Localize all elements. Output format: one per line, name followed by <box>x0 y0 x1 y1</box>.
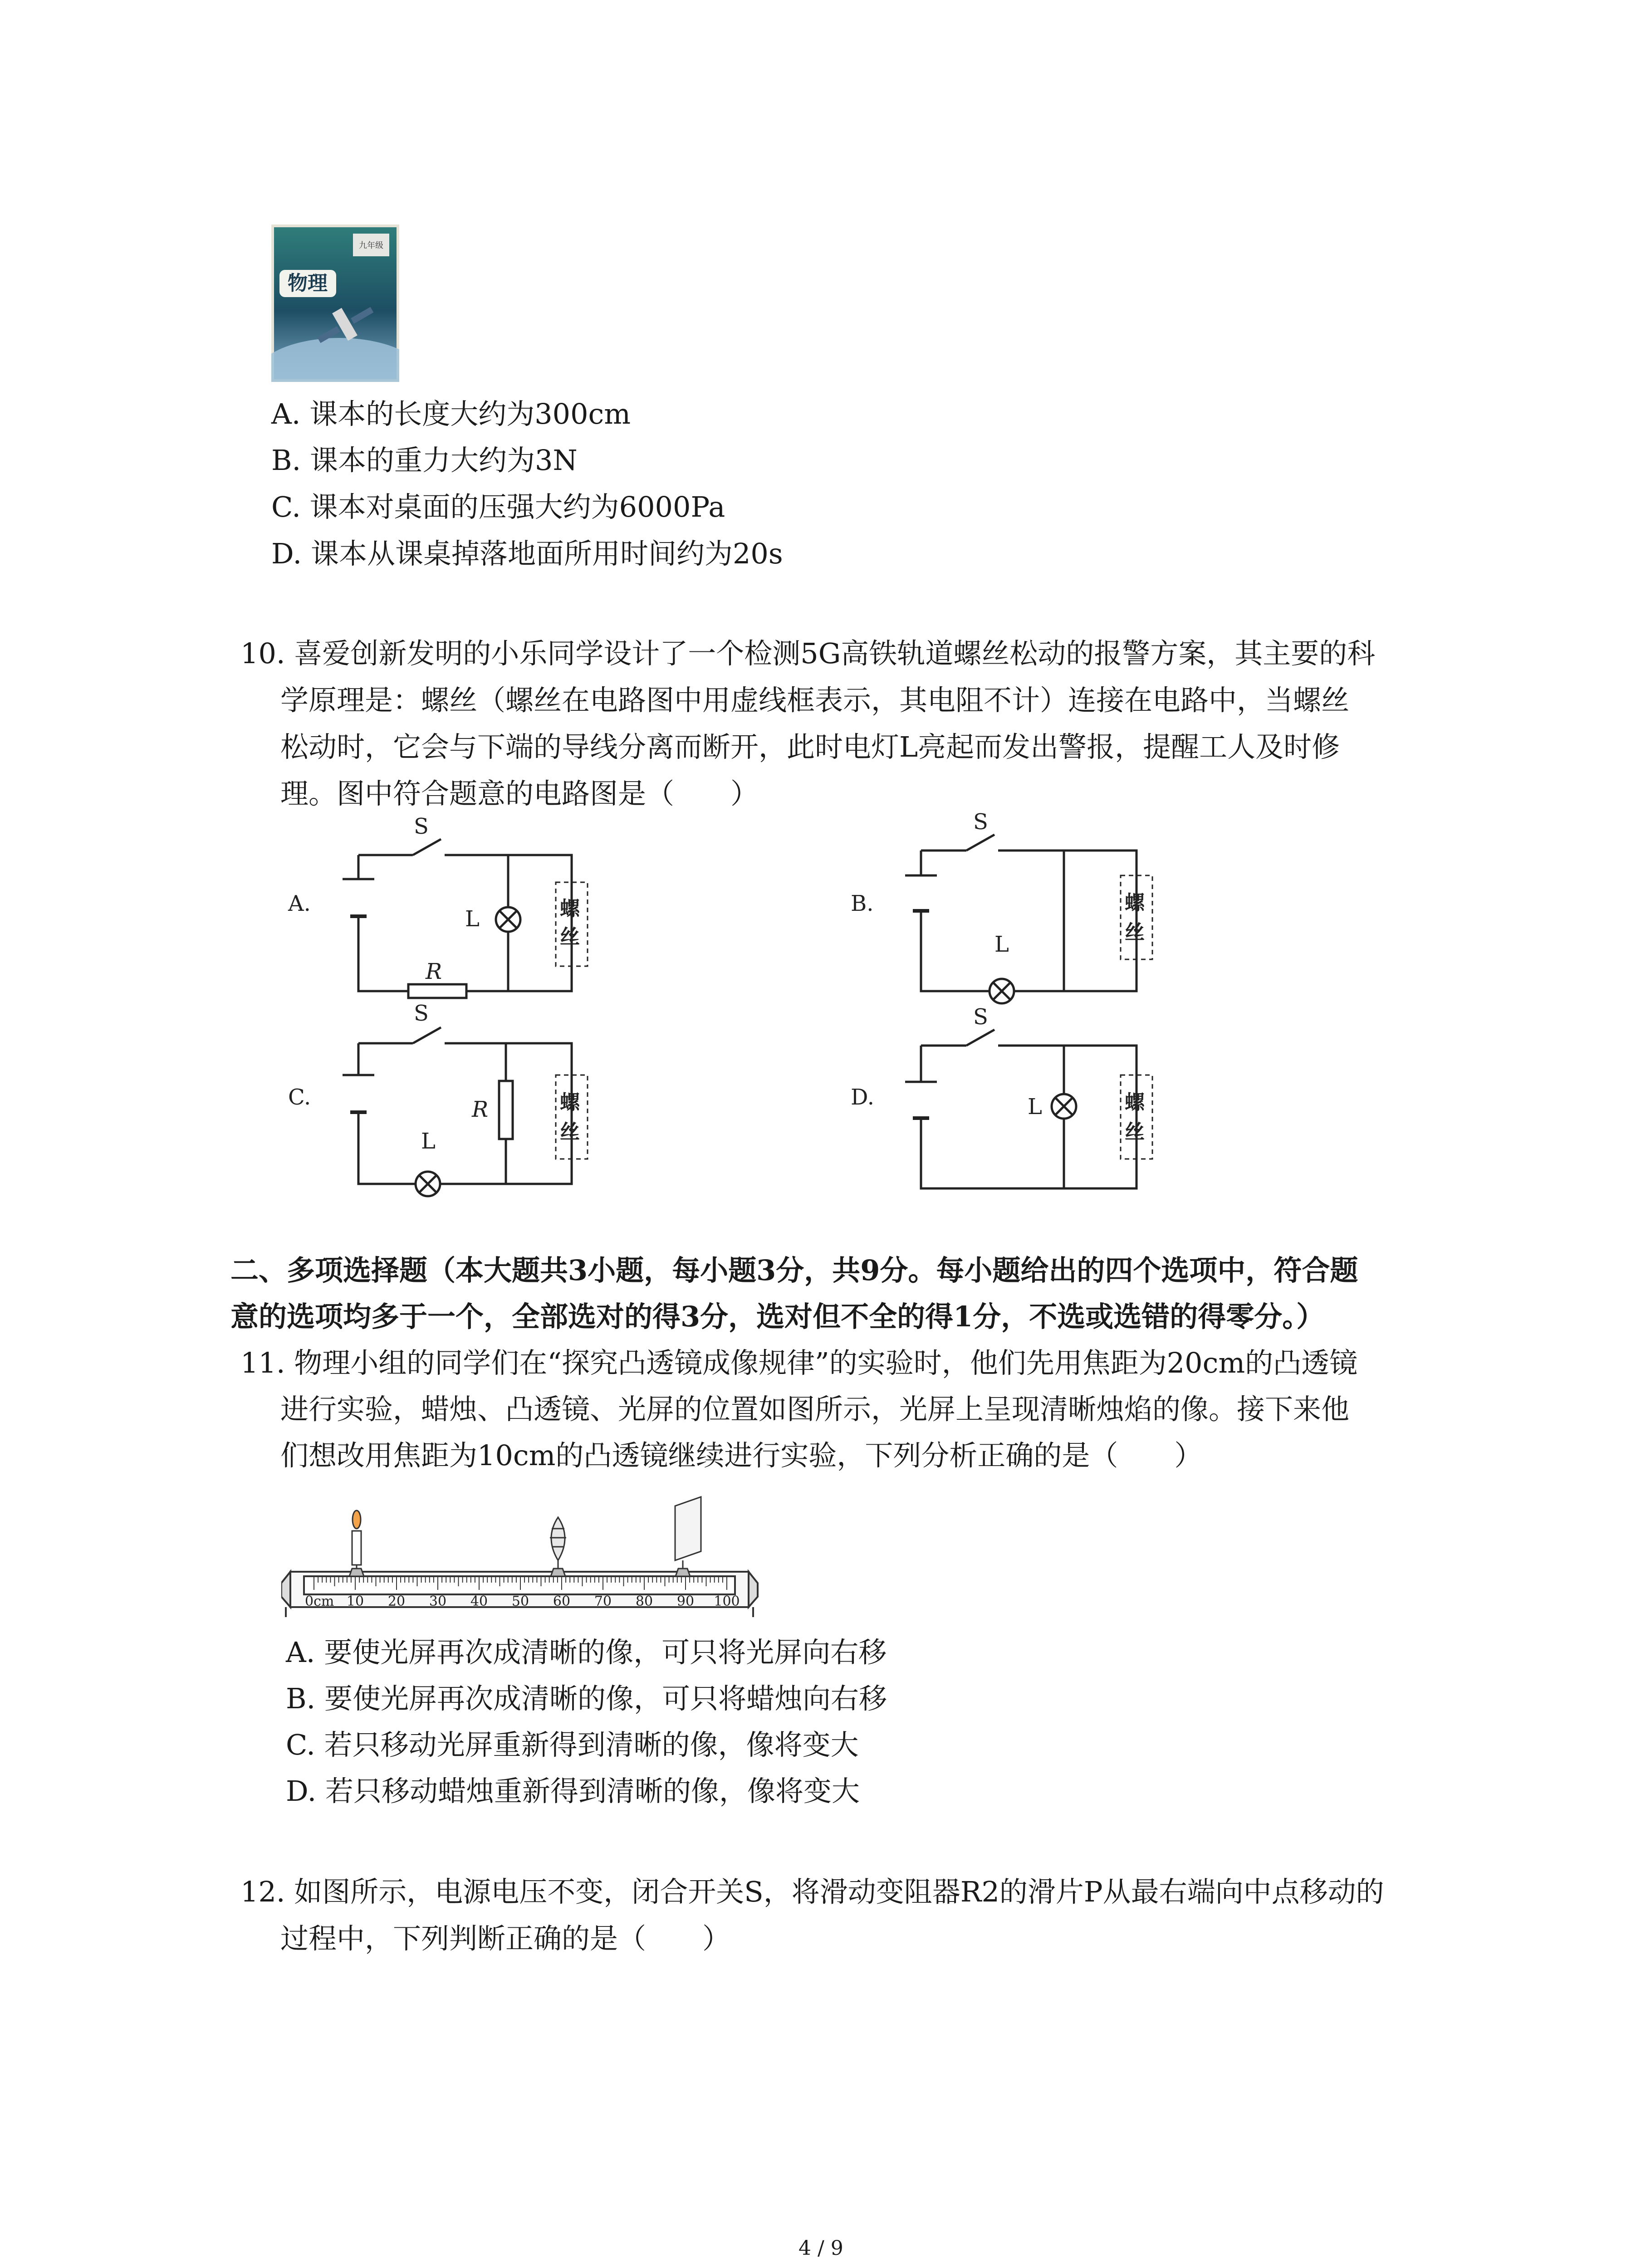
textbook-cover-image <box>271 225 399 382</box>
q11-line-3: 们想改用焦距为10cm的凸透镜继续进行实验，下列分析正确的是（ ） <box>280 1439 1203 1472</box>
optical-bench-diagram <box>281 1492 762 1628</box>
circuit-a-screw-2: 丝 <box>560 925 580 948</box>
circuit-d-screw-1: 螺 <box>1125 1091 1145 1114</box>
circuit-d-s: S <box>973 1004 988 1030</box>
q12-line-2: 过程中，下列判断正确的是（ ） <box>280 1922 731 1955</box>
q9-option-b: B. 课本的重力大约为3N <box>271 444 578 477</box>
q10-line-4: 理。图中符合题意的电路图是（ ） <box>280 777 759 810</box>
bench-label: 50 <box>511 1593 529 1609</box>
convex-lens <box>550 1517 566 1576</box>
q9-option-d: D. 课本从课桌掉落地面所用时间约为20s <box>271 537 783 570</box>
q11-line-1: 11. 物理小组的同学们在“探究凸透镜成像规律”的实验时，他们先用焦距为20cm的凸透镜 <box>240 1346 1358 1379</box>
cover-title: 物理 <box>288 272 328 295</box>
circuit-b-s: S <box>973 809 988 835</box>
q12-line-1: 12. 如图所示，电源电压不变，闭合开关S，将滑动变阻器R2的滑片P从最右端向中点移动的 <box>240 1875 1384 1908</box>
circuit-a-screw-1: 螺 <box>560 897 580 920</box>
q11-option-b: B. 要使光屏再次成清晰的像，可只将蜡烛向右移 <box>286 1682 887 1715</box>
circuit-c-s: S <box>414 1001 429 1026</box>
bench-label: 0cm <box>305 1593 334 1609</box>
bench-label: 100 <box>714 1593 740 1609</box>
circuit-a-s: S <box>414 814 429 839</box>
q9-option-a: A. 课本的长度大约为300cm <box>271 397 631 430</box>
circuit-b-screw-1: 螺 <box>1125 891 1145 914</box>
bench-label: 10 <box>346 1593 364 1609</box>
bench-label: 90 <box>676 1593 695 1609</box>
q11-option-c: C. 若只移动光屏重新得到清晰的像，像将变大 <box>286 1728 859 1761</box>
circuit-c-screw-1: 螺 <box>560 1091 580 1114</box>
circuit-c-r: R <box>472 1097 489 1122</box>
q11-option-d: D. 若只移动蜡烛重新得到清晰的像，像将变大 <box>286 1774 860 1808</box>
q10-circuit-diagrams <box>272 807 1225 1216</box>
bench-label: 80 <box>635 1593 653 1609</box>
circuit-c-l: L <box>421 1129 436 1154</box>
candle <box>349 1510 364 1576</box>
circuit-a-l: L <box>465 906 480 932</box>
section-2-heading-line-1: 二、多项选择题（本大题共3小题，每小题3分，共9分。每小题给出的四个选项中，符合题 <box>230 1254 1358 1287</box>
bench-label: 20 <box>387 1593 406 1609</box>
circuit-b-letter: B. <box>851 891 874 916</box>
q10-line-3: 松动时，它会与下端的导线分离而断开，此时电灯L亮起而发出警报，提醒工人及时修 <box>280 730 1340 763</box>
circuit-a-r: R <box>426 959 442 984</box>
circuit-c-letter: C. <box>288 1085 311 1110</box>
cover-corner-text: 九年级 <box>359 241 383 250</box>
circuit-c <box>343 1027 588 1196</box>
circuit-b-l: L <box>994 932 1009 957</box>
section-2-heading-line-2: 意的选项均多于一个，全部选对的得3分，选对但不全的得1分，不选或选错的得零分。） <box>230 1300 1325 1333</box>
q11-line-2: 进行实验，蜡烛、凸透镜、光屏的位置如图所示，光屏上呈现清晰烛焰的像。接下来他 <box>280 1393 1350 1426</box>
circuit-b-screw-2: 丝 <box>1125 921 1145 944</box>
bench-label: 30 <box>429 1593 447 1609</box>
circuit-d-letter: D. <box>851 1085 875 1110</box>
q10-line-1: 10. 喜爱创新发明的小乐同学设计了一个检测5G高铁轨道螺丝松动的报警方案，其主要的科 <box>240 637 1376 670</box>
q9-option-c: C. 课本对桌面的压强大约为6000Pa <box>271 490 725 523</box>
bench-label: 40 <box>470 1593 488 1609</box>
q10-line-2: 学原理是：螺丝（螺丝在电路图中用虚线框表示，其电阻不计）连接在电路中，当螺丝 <box>280 684 1350 717</box>
circuit-d-l: L <box>1028 1094 1042 1119</box>
q11-option-a: A. 要使光屏再次成清晰的像，可只将光屏向右移 <box>286 1636 887 1669</box>
circuit-b <box>905 835 1152 1003</box>
circuit-a-letter: A. <box>288 891 311 916</box>
circuit-c-screw-2: 丝 <box>560 1120 580 1144</box>
light-screen <box>675 1497 701 1576</box>
page-number: 4 / 9 <box>798 2237 843 2260</box>
circuit-d-screw-2: 丝 <box>1125 1120 1145 1144</box>
bench-label: 70 <box>594 1593 612 1609</box>
bench-label: 60 <box>553 1593 571 1609</box>
